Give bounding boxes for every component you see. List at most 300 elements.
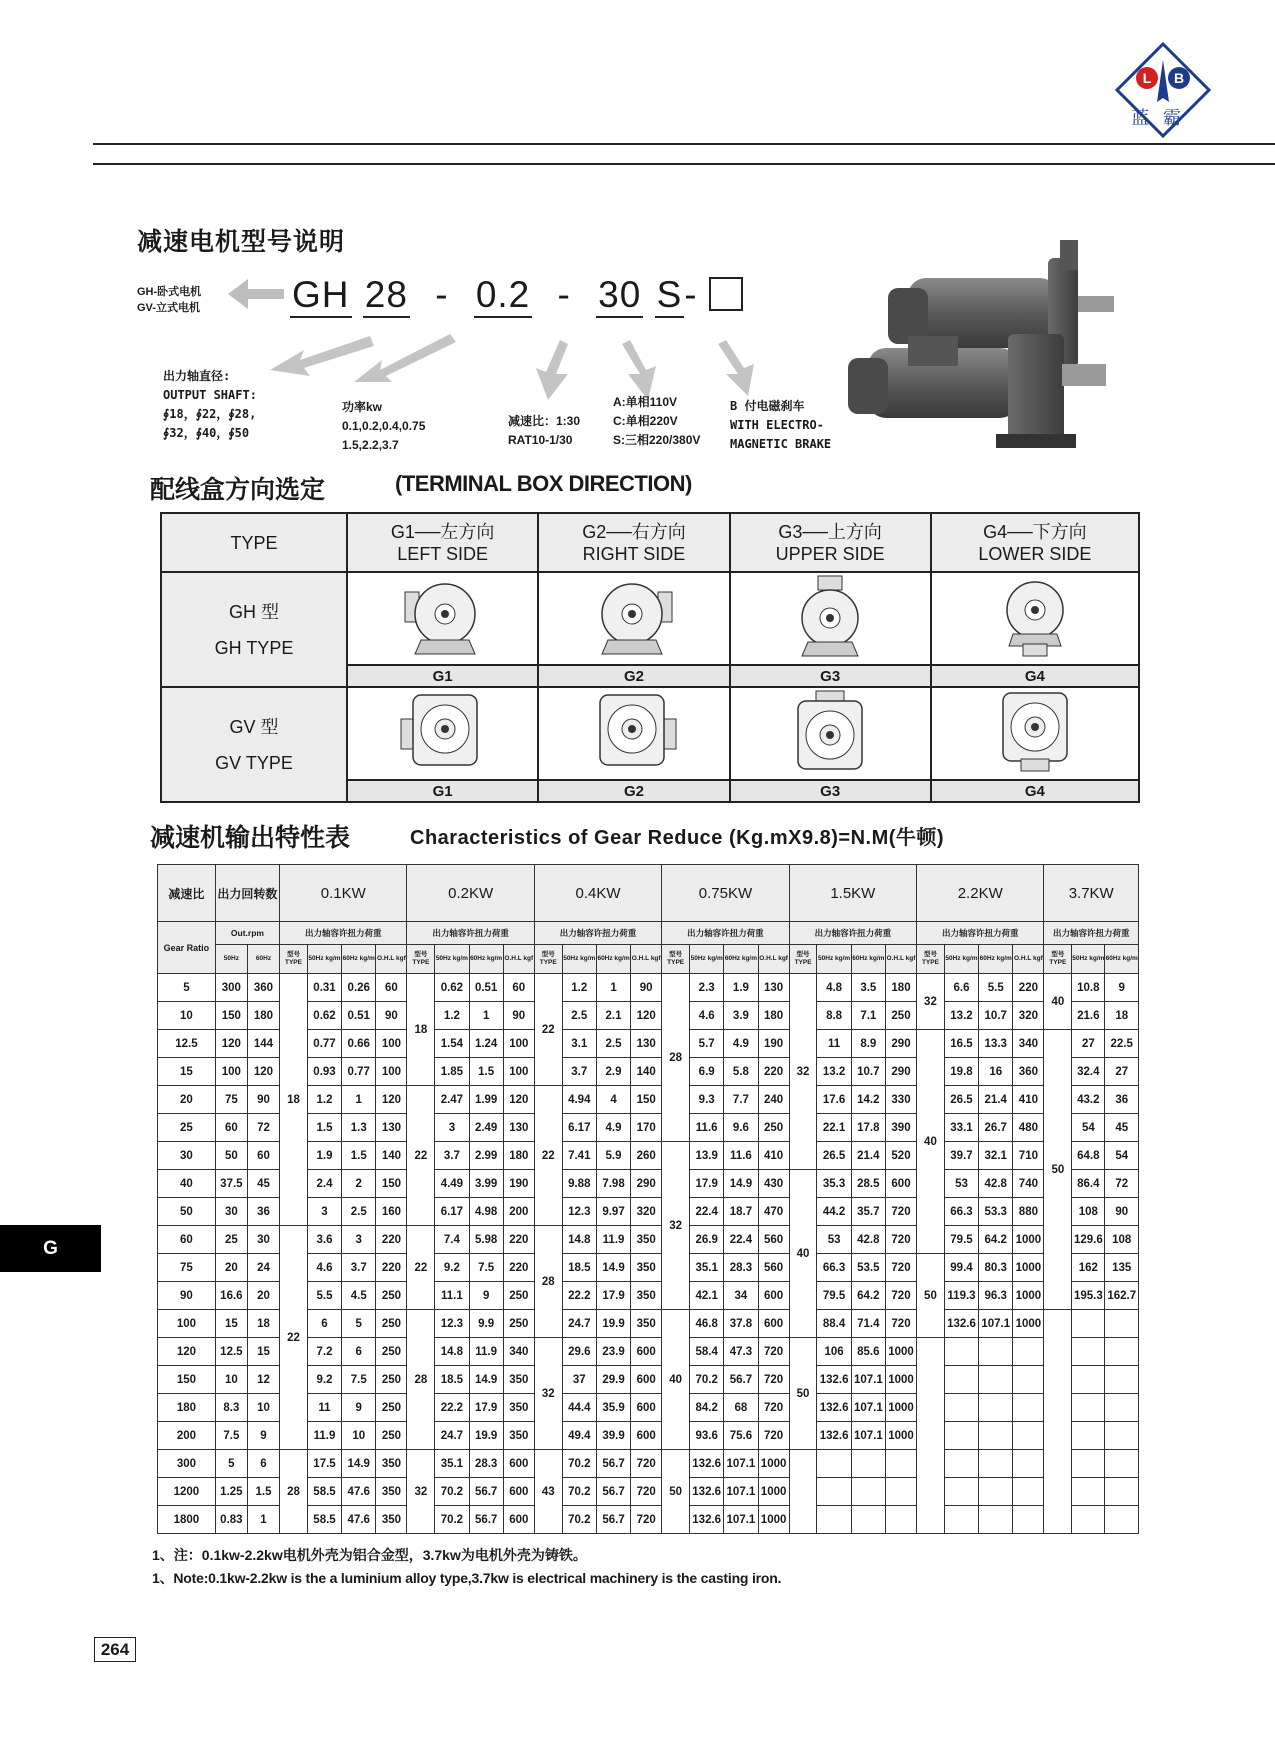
rpm50-cell: 30 bbox=[215, 1198, 247, 1226]
torque-header: 出力轴容许扭力荷重 bbox=[1044, 922, 1139, 945]
value-cell bbox=[885, 1506, 916, 1534]
model-series: GH bbox=[290, 274, 352, 318]
characteristics-title-en: Characteristics of Gear Reduce (Kg.mX9.8)=N.M(牛顿) bbox=[410, 827, 945, 849]
rpm50-cell: 100 bbox=[215, 1058, 247, 1086]
gv-g2-diagram bbox=[538, 687, 729, 780]
value-cell: 17.9 bbox=[469, 1394, 503, 1422]
value-cell bbox=[1105, 1450, 1139, 1478]
value-cell: 250 bbox=[376, 1310, 407, 1338]
value-cell: 11.6 bbox=[690, 1114, 724, 1142]
gv-g4-diagram bbox=[931, 687, 1139, 780]
value-cell: 14.9 bbox=[724, 1170, 758, 1198]
ratio-cell: 5 bbox=[158, 974, 216, 1002]
value-cell: 3.7 bbox=[435, 1142, 469, 1170]
power-description bbox=[342, 398, 425, 455]
value-cell: 7.5 bbox=[469, 1254, 503, 1282]
sub-header: 60Hz kg/m bbox=[979, 945, 1013, 974]
value-cell: 720 bbox=[885, 1254, 916, 1282]
value-cell: 4.9 bbox=[724, 1030, 758, 1058]
ratio-cell: 150 bbox=[158, 1366, 216, 1394]
ratio-cell: 20 bbox=[158, 1086, 216, 1114]
value-cell: 600 bbox=[631, 1422, 662, 1450]
value-cell: 17.6 bbox=[817, 1086, 851, 1114]
value-cell: 600 bbox=[503, 1478, 534, 1506]
ratio-cell: 10 bbox=[158, 1002, 216, 1030]
value-cell: 16.5 bbox=[944, 1030, 978, 1058]
value-cell: 1000 bbox=[758, 1506, 789, 1534]
ratio-cell: 12.5 bbox=[158, 1030, 216, 1058]
value-cell: 132.6 bbox=[817, 1394, 851, 1422]
type-cell: 28 bbox=[534, 1226, 562, 1338]
value-cell: 26.7 bbox=[979, 1114, 1013, 1142]
hz60-header: 60Hz bbox=[247, 945, 279, 974]
value-cell: 720 bbox=[631, 1450, 662, 1478]
value-cell bbox=[1105, 1394, 1139, 1422]
value-cell: 107.1 bbox=[851, 1394, 885, 1422]
value-cell bbox=[1013, 1450, 1044, 1478]
value-cell: 600 bbox=[503, 1450, 534, 1478]
value-cell: 1 bbox=[342, 1086, 376, 1114]
value-cell: 720 bbox=[631, 1506, 662, 1534]
value-cell: 2.1 bbox=[596, 1002, 630, 1030]
table-row bbox=[158, 1226, 1139, 1254]
value-cell: 600 bbox=[503, 1506, 534, 1534]
value-cell: 340 bbox=[1013, 1030, 1044, 1058]
type-cell: 32 bbox=[407, 1450, 435, 1534]
value-cell: 410 bbox=[758, 1142, 789, 1170]
value-cell: 29.6 bbox=[562, 1338, 596, 1366]
value-cell: 11.9 bbox=[469, 1338, 503, 1366]
value-cell: 16 bbox=[979, 1058, 1013, 1086]
col-g1-header: G1──左方向 LEFT SIDE bbox=[347, 513, 538, 572]
value-cell: 360 bbox=[1013, 1058, 1044, 1086]
arrow-left-icon bbox=[226, 277, 286, 311]
rpm50-cell: 0.83 bbox=[215, 1506, 247, 1534]
brand-logo-text: 蓝霸 bbox=[1131, 108, 1195, 129]
col-g3-header: G3──上方向 UPPER SIDE bbox=[730, 513, 931, 572]
value-cell bbox=[979, 1450, 1013, 1478]
rpm60-cell: 1.5 bbox=[247, 1478, 279, 1506]
type-cell: 32 bbox=[534, 1338, 562, 1450]
gear-characteristics-table bbox=[157, 864, 1139, 1534]
value-cell: 119.3 bbox=[944, 1282, 978, 1310]
value-cell: 720 bbox=[631, 1478, 662, 1506]
ratio-cell: 120 bbox=[158, 1338, 216, 1366]
value-cell: 720 bbox=[885, 1198, 916, 1226]
value-cell bbox=[1072, 1478, 1105, 1506]
type-cell: 50 bbox=[789, 1338, 817, 1450]
motor-type-legend bbox=[137, 284, 201, 316]
sub-header: O.H.L kgf bbox=[758, 945, 789, 974]
sub-header: 60Hz kg/m bbox=[724, 945, 758, 974]
value-cell: 70.2 bbox=[435, 1506, 469, 1534]
value-cell: 53.5 bbox=[851, 1254, 885, 1282]
value-cell: 350 bbox=[376, 1506, 407, 1534]
rpm60-cell: 120 bbox=[247, 1058, 279, 1086]
value-cell: 0.26 bbox=[342, 974, 376, 1002]
value-cell: 260 bbox=[631, 1142, 662, 1170]
gh-type-label: GH 型 GH TYPE bbox=[161, 572, 347, 687]
sub-header: 60Hz kg/m bbox=[596, 945, 630, 974]
value-cell: 1000 bbox=[885, 1366, 916, 1394]
rpm60-cell: 360 bbox=[247, 974, 279, 1002]
value-cell: 27 bbox=[1105, 1058, 1139, 1086]
value-cell: 0.62 bbox=[435, 974, 469, 1002]
value-cell: 17.8 bbox=[851, 1114, 885, 1142]
value-cell: 68 bbox=[724, 1394, 758, 1422]
value-cell: 0.51 bbox=[342, 1002, 376, 1030]
value-cell: 140 bbox=[631, 1058, 662, 1086]
gh-g2-label: G2 bbox=[538, 665, 729, 687]
brake-en-1: WITH ELECTRO- bbox=[730, 418, 824, 432]
ratio-cell: 180 bbox=[158, 1394, 216, 1422]
rpm50-cell: 1.25 bbox=[215, 1478, 247, 1506]
value-cell: 0.51 bbox=[469, 974, 503, 1002]
sub-header: 50Hz kg/m bbox=[307, 945, 341, 974]
value-cell: 2.9 bbox=[596, 1058, 630, 1086]
value-cell bbox=[1072, 1422, 1105, 1450]
value-cell: 1000 bbox=[885, 1394, 916, 1422]
value-cell: 24.7 bbox=[562, 1310, 596, 1338]
gv-g3-label: G3 bbox=[730, 780, 931, 802]
value-cell: 0.62 bbox=[307, 1002, 341, 1030]
value-cell: 85.6 bbox=[851, 1338, 885, 1366]
kw-header: 0.2KW bbox=[407, 865, 534, 922]
shaft-description bbox=[163, 367, 257, 443]
value-cell bbox=[1105, 1338, 1139, 1366]
value-cell: 600 bbox=[631, 1366, 662, 1394]
type-cell bbox=[1044, 1310, 1072, 1534]
ratio-cell: 60 bbox=[158, 1226, 216, 1254]
brake-description bbox=[730, 397, 831, 454]
rpm50-cell: 25 bbox=[215, 1226, 247, 1254]
value-cell: 22.4 bbox=[690, 1198, 724, 1226]
value-cell bbox=[1105, 1422, 1139, 1450]
type-cell bbox=[789, 1450, 817, 1534]
value-cell: 120 bbox=[631, 1002, 662, 1030]
value-cell: 132.6 bbox=[690, 1450, 724, 1478]
value-cell: 190 bbox=[758, 1030, 789, 1058]
value-cell: 79.5 bbox=[817, 1282, 851, 1310]
value-cell bbox=[1013, 1506, 1044, 1534]
value-cell: 0.93 bbox=[307, 1058, 341, 1086]
value-cell: 720 bbox=[885, 1310, 916, 1338]
logo-letter-b: B bbox=[1173, 70, 1185, 86]
value-cell: 180 bbox=[503, 1142, 534, 1170]
value-cell: 11.9 bbox=[596, 1226, 630, 1254]
value-cell: 18.5 bbox=[435, 1366, 469, 1394]
value-cell: 44.4 bbox=[562, 1394, 596, 1422]
value-cell: 54 bbox=[1072, 1114, 1105, 1142]
value-cell: 1000 bbox=[1013, 1282, 1044, 1310]
rpm60-cell: 12 bbox=[247, 1366, 279, 1394]
value-cell: 23.9 bbox=[596, 1338, 630, 1366]
value-cell: 132.6 bbox=[690, 1506, 724, 1534]
sub-header: 型号 TYPE bbox=[789, 945, 817, 974]
rpm50-cell: 150 bbox=[215, 1002, 247, 1030]
value-cell: 0.77 bbox=[307, 1030, 341, 1058]
value-cell: 46.8 bbox=[690, 1310, 724, 1338]
value-cell bbox=[851, 1478, 885, 1506]
ratio-cell: 50 bbox=[158, 1198, 216, 1226]
sub-header: 50Hz kg/m bbox=[944, 945, 978, 974]
value-cell: 6 bbox=[342, 1338, 376, 1366]
value-cell: 8.8 bbox=[817, 1002, 851, 1030]
value-cell: 35.9 bbox=[596, 1394, 630, 1422]
value-cell bbox=[944, 1338, 978, 1366]
sub-header: O.H.L kgf bbox=[503, 945, 534, 974]
rpm60-cell: 180 bbox=[247, 1002, 279, 1030]
value-cell: 22.4 bbox=[724, 1226, 758, 1254]
value-cell: 132.6 bbox=[944, 1310, 978, 1338]
value-cell: 22.2 bbox=[435, 1394, 469, 1422]
value-cell: 9.2 bbox=[307, 1366, 341, 1394]
value-cell: 7.98 bbox=[596, 1170, 630, 1198]
value-cell: 56.7 bbox=[724, 1366, 758, 1394]
value-cell: 250 bbox=[503, 1282, 534, 1310]
value-cell bbox=[979, 1478, 1013, 1506]
value-cell: 6.6 bbox=[944, 974, 978, 1002]
ratio-cell: 30 bbox=[158, 1142, 216, 1170]
value-cell: 1000 bbox=[885, 1422, 916, 1450]
value-cell: 3.99 bbox=[469, 1170, 503, 1198]
rpm60-cell: 6 bbox=[247, 1450, 279, 1478]
rpm50-cell: 60 bbox=[215, 1114, 247, 1142]
rpm60-cell: 72 bbox=[247, 1114, 279, 1142]
value-cell: 5.5 bbox=[307, 1282, 341, 1310]
hz50-header: 50Hz bbox=[215, 945, 247, 974]
terminal-direction-table bbox=[160, 512, 1140, 803]
value-cell: 4.6 bbox=[307, 1254, 341, 1282]
value-cell: 100 bbox=[503, 1030, 534, 1058]
value-cell: 350 bbox=[631, 1310, 662, 1338]
sub-header: 型号 TYPE bbox=[662, 945, 690, 974]
type-cell: 22 bbox=[534, 974, 562, 1086]
gv-g1-label: G1 bbox=[347, 780, 538, 802]
value-cell: 37.8 bbox=[724, 1310, 758, 1338]
rpm50-cell: 5 bbox=[215, 1450, 247, 1478]
value-cell: 290 bbox=[885, 1058, 916, 1086]
value-cell: 560 bbox=[758, 1226, 789, 1254]
type-cell: 40 bbox=[917, 1030, 945, 1254]
value-cell: 2.5 bbox=[596, 1030, 630, 1058]
gh-g3-label: G3 bbox=[730, 665, 931, 687]
type-cell: 28 bbox=[280, 1450, 308, 1534]
value-cell: 12.3 bbox=[435, 1310, 469, 1338]
sub-header: 60Hz kg/m bbox=[1105, 945, 1139, 974]
value-cell: 4 bbox=[596, 1086, 630, 1114]
phase-c: C:单相220V bbox=[613, 414, 678, 428]
type-cell: 40 bbox=[1044, 974, 1072, 1030]
ratio-en: RAT10-1/30 bbox=[508, 433, 573, 447]
value-cell: 150 bbox=[376, 1170, 407, 1198]
value-cell: 1.54 bbox=[435, 1030, 469, 1058]
value-cell: 26.5 bbox=[817, 1142, 851, 1170]
value-cell: 11 bbox=[817, 1030, 851, 1058]
value-cell: 3 bbox=[342, 1226, 376, 1254]
sub-header: 型号 TYPE bbox=[534, 945, 562, 974]
col-g4-header: G4──下方向 LOWER SIDE bbox=[931, 513, 1139, 572]
value-cell: 58.5 bbox=[307, 1478, 341, 1506]
value-cell: 2.99 bbox=[469, 1142, 503, 1170]
value-cell: 220 bbox=[503, 1226, 534, 1254]
value-cell: 53 bbox=[944, 1170, 978, 1198]
rpm50-cell: 15 bbox=[215, 1310, 247, 1338]
value-cell bbox=[851, 1506, 885, 1534]
value-cell: 64.8 bbox=[1072, 1142, 1105, 1170]
value-cell bbox=[979, 1338, 1013, 1366]
type-cell: 22 bbox=[407, 1086, 435, 1226]
value-cell: 720 bbox=[758, 1394, 789, 1422]
value-cell: 470 bbox=[758, 1198, 789, 1226]
value-cell: 32.1 bbox=[979, 1142, 1013, 1170]
value-cell: 1000 bbox=[1013, 1254, 1044, 1282]
value-cell: 47.6 bbox=[342, 1478, 376, 1506]
value-cell bbox=[1072, 1366, 1105, 1394]
value-cell: 3 bbox=[435, 1114, 469, 1142]
value-cell: 17.5 bbox=[307, 1450, 341, 1478]
rpm50-cell: 20 bbox=[215, 1254, 247, 1282]
rpm60-cell: 60 bbox=[247, 1142, 279, 1170]
value-cell: 42.1 bbox=[690, 1282, 724, 1310]
value-cell: 1.3 bbox=[342, 1114, 376, 1142]
value-cell: 9 bbox=[342, 1394, 376, 1422]
value-cell: 120 bbox=[503, 1086, 534, 1114]
value-cell: 1.5 bbox=[342, 1142, 376, 1170]
value-cell: 4.8 bbox=[817, 974, 851, 1002]
value-cell: 1.9 bbox=[724, 974, 758, 1002]
ratio-cell: 75 bbox=[158, 1254, 216, 1282]
value-cell: 250 bbox=[503, 1310, 534, 1338]
gh-g2-diagram bbox=[538, 572, 729, 665]
value-cell: 240 bbox=[758, 1086, 789, 1114]
value-cell: 107.1 bbox=[851, 1366, 885, 1394]
type-cell: 32 bbox=[662, 1142, 690, 1310]
value-cell: 2.3 bbox=[690, 974, 724, 1002]
value-cell: 32.4 bbox=[1072, 1058, 1105, 1086]
value-cell: 75.6 bbox=[724, 1422, 758, 1450]
sub-header: 型号 TYPE bbox=[917, 945, 945, 974]
characteristics-title: 减速机输出特性表 bbox=[150, 824, 351, 852]
shaft-sizes-2: ∮32，∮40，∮50 bbox=[163, 426, 250, 440]
value-cell: 1000 bbox=[1013, 1226, 1044, 1254]
rpm50-cell: 37.5 bbox=[215, 1170, 247, 1198]
value-cell: 42.8 bbox=[979, 1170, 1013, 1198]
value-cell: 4.6 bbox=[690, 1002, 724, 1030]
value-cell: 0.77 bbox=[342, 1058, 376, 1086]
value-cell: 250 bbox=[376, 1394, 407, 1422]
value-cell: 350 bbox=[503, 1366, 534, 1394]
sub-header: O.H.L kgf bbox=[376, 945, 407, 974]
value-cell: 22.1 bbox=[817, 1114, 851, 1142]
value-cell: 220 bbox=[376, 1254, 407, 1282]
value-cell: 5.7 bbox=[690, 1030, 724, 1058]
ratio-header-en: Gear Ratio bbox=[158, 922, 216, 974]
rpm50-cell: 12.5 bbox=[215, 1338, 247, 1366]
value-cell: 220 bbox=[758, 1058, 789, 1086]
value-cell: 19.9 bbox=[596, 1310, 630, 1338]
value-cell: 66.3 bbox=[817, 1254, 851, 1282]
ratio-cell: 1200 bbox=[158, 1478, 216, 1506]
value-cell bbox=[944, 1478, 978, 1506]
brake-cn: B 付电磁刹车 bbox=[730, 399, 805, 413]
sub-header: 50Hz kg/m bbox=[1072, 945, 1105, 974]
gv-type-label: GV 型 GV TYPE bbox=[161, 687, 347, 802]
value-cell: 120 bbox=[376, 1086, 407, 1114]
value-cell: 9.88 bbox=[562, 1170, 596, 1198]
value-cell: 56.7 bbox=[469, 1506, 503, 1534]
value-cell: 14.9 bbox=[342, 1450, 376, 1478]
kw-header: 0.4KW bbox=[534, 865, 661, 922]
value-cell: 10 bbox=[342, 1422, 376, 1450]
model-dash: - bbox=[684, 274, 698, 315]
value-cell: 330 bbox=[885, 1086, 916, 1114]
type-cell: 22 bbox=[407, 1226, 435, 1310]
value-cell: 54 bbox=[1105, 1142, 1139, 1170]
value-cell: 64.2 bbox=[851, 1282, 885, 1310]
value-cell: 710 bbox=[1013, 1142, 1044, 1170]
sub-header: 50Hz kg/m bbox=[817, 945, 851, 974]
model-dash: - bbox=[435, 274, 449, 315]
value-cell: 6.17 bbox=[435, 1198, 469, 1226]
value-cell: 720 bbox=[758, 1338, 789, 1366]
value-cell: 1.5 bbox=[307, 1114, 341, 1142]
kw-header: 3.7KW bbox=[1044, 865, 1139, 922]
value-cell: 220 bbox=[376, 1226, 407, 1254]
ratio-cell: 1800 bbox=[158, 1506, 216, 1534]
value-cell bbox=[1013, 1394, 1044, 1422]
rpm60-cell: 10 bbox=[247, 1394, 279, 1422]
kw-header: 0.75KW bbox=[662, 865, 789, 922]
value-cell: 6.17 bbox=[562, 1114, 596, 1142]
value-cell: 1.2 bbox=[562, 974, 596, 1002]
value-cell: 2.5 bbox=[562, 1002, 596, 1030]
ratio-cell: 200 bbox=[158, 1422, 216, 1450]
model-dash: - bbox=[557, 274, 571, 315]
value-cell: 740 bbox=[1013, 1170, 1044, 1198]
value-cell: 100 bbox=[376, 1058, 407, 1086]
value-cell: 66.3 bbox=[944, 1198, 978, 1226]
model-explanation-title: 减速电机型号说明 bbox=[137, 228, 346, 256]
value-cell: 56.7 bbox=[596, 1478, 630, 1506]
value-cell: 350 bbox=[503, 1394, 534, 1422]
section-tab-g[interactable]: G bbox=[0, 1225, 101, 1272]
value-cell: 250 bbox=[758, 1114, 789, 1142]
value-cell: 3.9 bbox=[724, 1002, 758, 1030]
value-cell: 93.6 bbox=[690, 1422, 724, 1450]
rpm50-cell: 10 bbox=[215, 1366, 247, 1394]
value-cell bbox=[1072, 1450, 1105, 1478]
value-cell: 7.2 bbox=[307, 1338, 341, 1366]
value-cell: 107.1 bbox=[724, 1478, 758, 1506]
rpm50-cell: 8.3 bbox=[215, 1394, 247, 1422]
value-cell: 24.7 bbox=[435, 1422, 469, 1450]
model-shaft: 28 bbox=[363, 274, 410, 318]
gv-g3-diagram bbox=[730, 687, 931, 780]
value-cell: 1000 bbox=[758, 1478, 789, 1506]
sub-header: 型号 TYPE bbox=[1044, 945, 1072, 974]
value-cell: 29.9 bbox=[596, 1366, 630, 1394]
model-power: 0.2 bbox=[474, 274, 532, 318]
value-cell: 720 bbox=[758, 1422, 789, 1450]
value-cell: 47.3 bbox=[724, 1338, 758, 1366]
value-cell: 18 bbox=[1105, 1002, 1139, 1030]
value-cell: 132.6 bbox=[690, 1478, 724, 1506]
value-cell bbox=[885, 1450, 916, 1478]
value-cell: 35.1 bbox=[690, 1254, 724, 1282]
value-cell: 107.1 bbox=[724, 1506, 758, 1534]
torque-header: 出力轴容许扭力荷重 bbox=[407, 922, 534, 945]
